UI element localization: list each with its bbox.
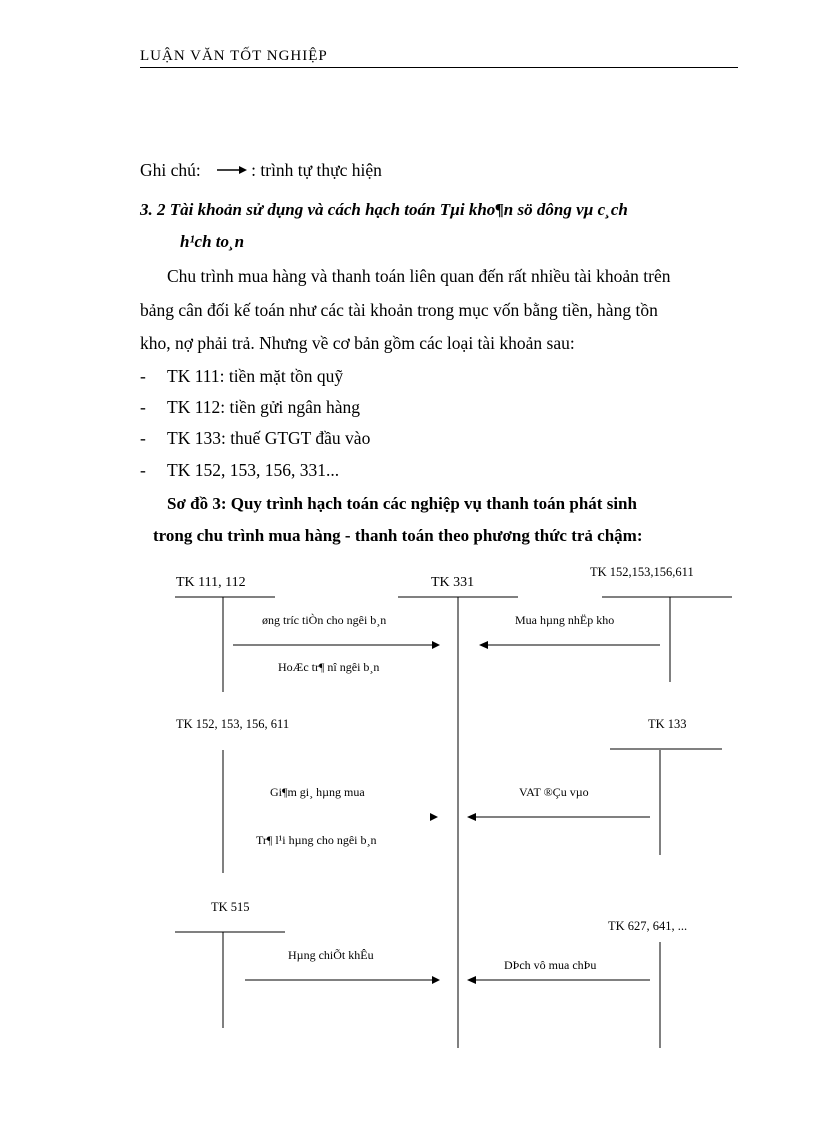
flow-label: VAT ®Çu vµo xyxy=(519,785,589,799)
bullet-text: TK 133: thuế GTGT đầu vào xyxy=(167,428,371,448)
diagram-caption-line1: Sơ đồ 3: Quy trình hạch toán các nghiệp vụ thanh toán phát sinh xyxy=(167,494,637,513)
legend-text: : trình tự thực hiện xyxy=(251,160,382,180)
flow-label: Hµng chiÕt khÊu xyxy=(288,948,374,962)
bullet-text: TK 112: tiền gửi ngân hàng xyxy=(167,397,361,417)
flow-label: DÞch vô mua chÞu xyxy=(504,958,597,972)
flow-label: Tr¶ l¹i hµng cho ngêi b¸n xyxy=(256,833,377,847)
account-tk515: TK 515 xyxy=(211,900,250,914)
paragraph-line: Chu trình mua hàng và thanh toán liên quan đến rất nhiều tài khoản trên xyxy=(167,266,671,286)
account-tk331: TK 331 xyxy=(431,575,475,590)
arrow-mua-head xyxy=(479,641,488,649)
arrow-vat-head xyxy=(467,813,476,821)
account-tk111: TK 111, 112 xyxy=(176,575,246,590)
legend-label: Ghi chú: xyxy=(140,160,201,180)
bullet-dash: - xyxy=(140,428,146,448)
flow-label: Mua hµng nhËp kho xyxy=(515,613,615,627)
section-heading-line1: 3. 2 Tài khoản sử dụng và cách hạch toán Tµi kho¶n sö dông vµ c¸ch xyxy=(140,200,628,219)
account-tk152b: TK 152, 153, 156, 611 xyxy=(176,717,290,731)
bullet-dash: - xyxy=(140,460,146,480)
arrow-ck-head xyxy=(432,976,440,984)
paragraph-line: bảng cân đối kế toán như các tài khoản trong mục vốn bằng tiền, hàng tồn xyxy=(140,300,658,320)
bullet-text: TK 111: tiền mặt tồn quỹ xyxy=(167,366,344,386)
bullet-dash: - xyxy=(140,397,146,417)
account-tk627: TK 627, 641, ... xyxy=(608,919,688,933)
account-tk152a: TK 152,153,156,611 xyxy=(590,565,694,579)
bullet-dash: - xyxy=(140,366,146,386)
flow-label: HoÆc tr¶ nî ngêi b¸n xyxy=(278,660,380,674)
paragraph-line: kho, nợ phải trả. Nhưng về cơ bản gồm các loại tài khoản sau: xyxy=(140,333,575,353)
arrow-dv-head xyxy=(467,976,476,984)
arrow-ung-head xyxy=(432,641,440,649)
arrow-giam-head xyxy=(430,813,438,821)
account-tk133: TK 133 xyxy=(648,717,687,731)
flow-label: Gi¶m gi¸ hµng mua xyxy=(270,785,365,799)
flow-label: øng tríc tiÒn cho ngêi b¸n xyxy=(262,613,387,627)
section-heading-line2: h¹ch to¸n xyxy=(180,232,245,251)
bullet-text: TK 152, 153, 156, 331... xyxy=(167,460,340,480)
document-header: LUẬN VĂN TỐT NGHIỆP xyxy=(140,48,328,64)
diagram-caption-line2: trong chu trình mua hàng - thanh toán theo phương thức trả chậm: xyxy=(153,526,643,545)
